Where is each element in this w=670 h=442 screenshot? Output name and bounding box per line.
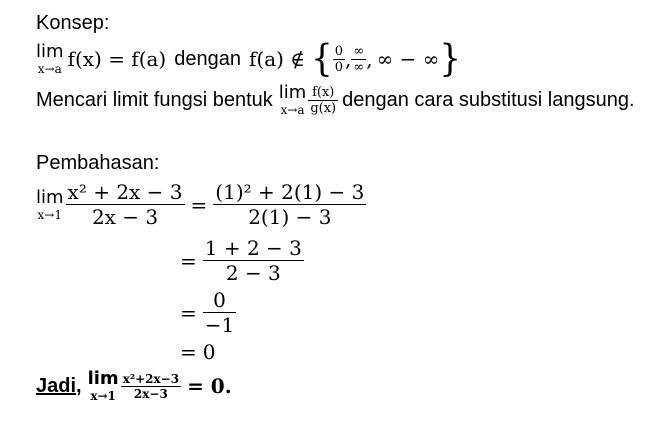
mencari-line xyxy=(36,84,635,116)
fraction-fx-gx xyxy=(308,85,338,116)
mencari-text-before: Mencari limit fungsi bentuk xyxy=(36,88,273,111)
frac-den: −1 xyxy=(204,313,235,337)
fraction-simplified xyxy=(203,236,304,285)
step-1 xyxy=(36,180,366,229)
equals-sign: = xyxy=(180,300,197,325)
brace-close: } xyxy=(439,37,462,81)
lim-subscript: x→1 xyxy=(37,207,62,222)
equals-sign: = xyxy=(180,248,197,273)
lim-word: lim xyxy=(36,186,64,208)
lim-subscript: x→a xyxy=(37,62,62,76)
konsep-condition: f(a) ∉ xyxy=(249,47,306,71)
final-value: 0 xyxy=(202,340,216,364)
fraction-substituted xyxy=(213,180,366,229)
equals-sign: = xyxy=(180,340,197,364)
fraction-inf-inf xyxy=(351,44,366,75)
frac-num: 1 + 2 − 3 xyxy=(204,236,302,260)
lim-word: lim xyxy=(87,368,119,389)
separator: , xyxy=(366,47,373,71)
fraction-conclusion xyxy=(121,372,181,401)
step-3 xyxy=(180,288,236,337)
frac-num: f(x) xyxy=(312,84,335,100)
frac-den: 2x − 3 xyxy=(91,205,159,229)
frac-num: x² + 2x − 3 xyxy=(67,180,183,204)
lim-word: lim xyxy=(36,41,64,62)
step-4 xyxy=(180,340,216,364)
lim-word: lim xyxy=(278,82,307,103)
fraction-original xyxy=(66,180,185,229)
frac-den: 2 − 3 xyxy=(225,261,281,285)
step-2 xyxy=(180,236,304,285)
heading-pembahasan: Pembahasan: xyxy=(36,152,160,174)
frac-den: 2x−3 xyxy=(133,386,168,401)
mencari-text-after: dengan cara substitusi langsung. xyxy=(342,88,635,111)
lim-subscript: x→1 xyxy=(90,389,116,403)
konsep-formula xyxy=(36,37,462,81)
fraction-zero-over-neg-one xyxy=(203,288,236,337)
inf-minus-inf: ∞ − ∞ xyxy=(376,47,440,71)
limit-operator xyxy=(36,43,64,75)
konsep-dengan: dengan xyxy=(174,47,241,70)
frac-den: g(x) xyxy=(310,100,337,116)
brace-open: { xyxy=(311,37,333,81)
limit-operator xyxy=(88,370,119,402)
equals-sign: = xyxy=(190,192,208,217)
lim-subscript: x→a xyxy=(280,103,305,117)
limit-operator xyxy=(279,84,307,116)
frac-num: (1)² + 2(1) − 3 xyxy=(215,180,365,204)
konsep-lhs: f(x) = f(a) xyxy=(67,47,167,71)
frac-den: 0 xyxy=(334,59,344,75)
frac-num: 0 xyxy=(334,43,344,59)
jadi-result: = 0. xyxy=(187,374,232,398)
frac-num: 0 xyxy=(213,288,226,312)
frac-den: 2(1) − 3 xyxy=(248,205,332,229)
separator: , xyxy=(345,47,352,71)
frac-num: x²+2x−3 xyxy=(122,371,180,386)
jadi-conclusion xyxy=(36,370,232,402)
fraction-zero-zero xyxy=(333,44,345,75)
frac-num: ∞ xyxy=(353,43,365,59)
limit-operator xyxy=(36,186,64,222)
heading-konsep: Konsep: xyxy=(36,12,110,34)
jadi-label: Jadi, xyxy=(36,374,82,397)
frac-den: ∞ xyxy=(353,59,365,75)
